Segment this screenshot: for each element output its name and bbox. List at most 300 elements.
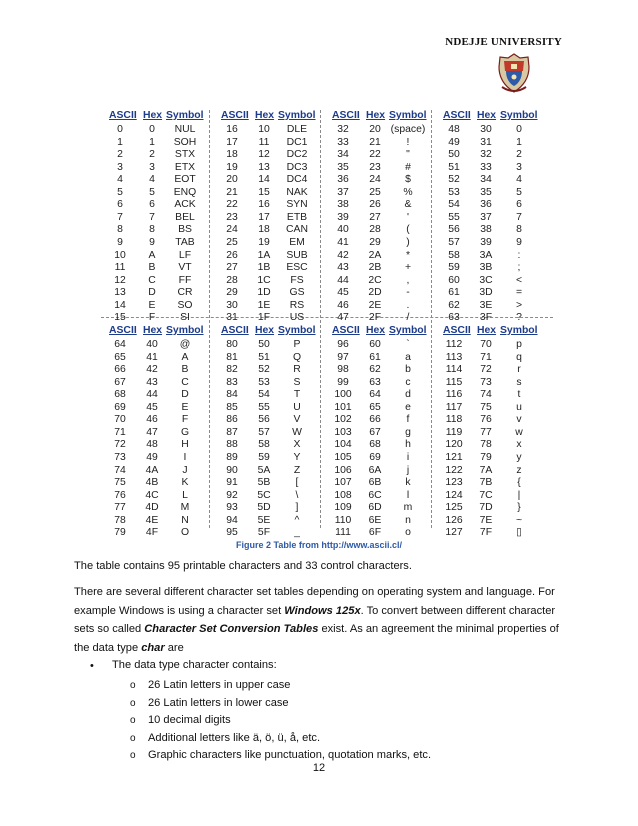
symbol: ~ xyxy=(515,514,523,526)
hex-code: 12 xyxy=(258,149,270,161)
symbol: u xyxy=(516,401,522,413)
ascii-code: 15 xyxy=(114,312,126,324)
ascii-code: 43 xyxy=(337,262,349,274)
ascii-code: 100 xyxy=(334,389,352,401)
symbol: M xyxy=(180,502,190,514)
ascii-code: 6 xyxy=(117,199,123,211)
ascii-row xyxy=(332,439,444,452)
hex-code: 3E xyxy=(479,299,493,311)
column-header-hex: Hex xyxy=(255,325,275,336)
ascii-row xyxy=(109,300,221,313)
hex-code: 65 xyxy=(369,401,381,413)
symbol: FF xyxy=(178,274,192,286)
ascii-code: 117 xyxy=(445,401,463,413)
ascii-block-header xyxy=(221,110,333,124)
symbol: B xyxy=(181,364,189,376)
ascii-block-header xyxy=(443,110,555,124)
hex-code: 18 xyxy=(258,224,270,236)
ascii-code: 12 xyxy=(114,274,126,286)
ascii-code: 55 xyxy=(448,211,460,223)
hex-code: 47 xyxy=(146,426,158,438)
symbol: 0 xyxy=(516,124,522,135)
ascii-row xyxy=(109,389,221,402)
ascii-code: 69 xyxy=(114,401,126,413)
symbol: ! xyxy=(406,136,410,148)
hex-code: 36 xyxy=(480,199,492,211)
ascii-code: 46 xyxy=(337,299,349,311)
symbol: (space) xyxy=(390,124,426,135)
hex-code: 5E xyxy=(257,514,271,526)
ascii-code: 52 xyxy=(448,174,460,186)
ascii-code: 83 xyxy=(226,376,238,388)
symbol: DC1 xyxy=(286,136,308,148)
ascii-row xyxy=(221,414,333,427)
ascii-code: 78 xyxy=(114,514,126,526)
ascii-code: 76 xyxy=(114,489,126,501)
ascii-code: 91 xyxy=(226,477,238,489)
symbol: BS xyxy=(178,224,192,236)
symbol: E xyxy=(181,401,189,413)
hex-code: 39 xyxy=(480,236,492,248)
ascii-code: 23 xyxy=(226,211,238,223)
ascii-row xyxy=(332,224,444,237)
symbol: - xyxy=(406,287,410,299)
sub-list-item: 26 Latin letters in lower case xyxy=(148,696,289,709)
hex-code: 44 xyxy=(146,389,158,401)
ascii-row xyxy=(443,364,555,377)
symbol: i xyxy=(406,451,410,463)
hex-code: 5B xyxy=(257,477,271,489)
hex-code: 59 xyxy=(258,451,270,463)
symbol: } xyxy=(517,502,521,514)
ascii-row xyxy=(221,364,333,377)
symbol: Q xyxy=(292,351,302,363)
ascii-row xyxy=(332,137,444,150)
symbol: RS xyxy=(289,299,305,311)
symbol: 1 xyxy=(516,136,522,148)
ascii-row xyxy=(109,199,221,212)
symbol: ( xyxy=(406,224,410,236)
symbol: { xyxy=(517,477,521,489)
ascii-code: 105 xyxy=(334,451,352,463)
column-header-hex: Hex xyxy=(366,325,386,336)
ascii-code: 29 xyxy=(226,287,238,299)
symbol: L xyxy=(182,489,188,501)
ascii-code: 21 xyxy=(226,186,238,198)
ascii-code: 92 xyxy=(226,489,238,501)
hex-code: 70 xyxy=(480,339,492,350)
symbol: NUL xyxy=(174,124,196,135)
symbol: y xyxy=(516,451,522,463)
hex-code: 1E xyxy=(257,299,271,311)
hex-code: 7B xyxy=(479,477,493,489)
ascii-row xyxy=(443,199,555,212)
hex-code: 4D xyxy=(145,502,159,514)
ascii-code: 127 xyxy=(445,527,463,539)
p2-text-c: . To convert between different character sets so called xyxy=(74,604,556,635)
hex-code: 50 xyxy=(258,339,270,350)
ascii-row xyxy=(332,414,444,427)
symbol: FS xyxy=(290,274,304,286)
column-header-hex: Hex xyxy=(143,110,163,121)
symbol: 9 xyxy=(516,236,522,248)
ascii-row xyxy=(332,452,444,465)
symbol: NAK xyxy=(286,186,308,198)
hex-code: 1F xyxy=(257,312,271,324)
symbol: S xyxy=(293,376,301,388)
column-header-hex: Hex xyxy=(143,325,163,336)
ascii-row xyxy=(443,312,555,325)
ascii-code: 13 xyxy=(114,287,126,299)
symbol: GS xyxy=(289,287,305,299)
ascii-code: 82 xyxy=(226,364,238,376)
ascii-row xyxy=(221,352,333,365)
sub-list-marker: o xyxy=(130,697,136,709)
ascii-code: 74 xyxy=(114,464,126,476)
symbol: R xyxy=(293,364,301,376)
ascii-row xyxy=(332,490,444,503)
symbol: 2 xyxy=(516,149,522,161)
symbol: SO xyxy=(177,299,193,311)
hex-code: 7F xyxy=(479,527,493,539)
hex-code: 32 xyxy=(480,149,492,161)
hex-code: 1D xyxy=(257,287,271,299)
ascii-code: 104 xyxy=(334,439,352,451)
ascii-code: 84 xyxy=(226,389,238,401)
ascii-row xyxy=(443,287,555,300)
hex-code: 66 xyxy=(369,414,381,426)
symbol: A xyxy=(181,351,189,363)
ascii-row xyxy=(221,287,333,300)
hex-code: 72 xyxy=(480,364,492,376)
ascii-row xyxy=(221,465,333,478)
symbol: x xyxy=(516,439,522,451)
ascii-row xyxy=(443,339,555,352)
hex-code: 19 xyxy=(258,236,270,248)
p2-windows-term: Windows 125x xyxy=(284,604,361,617)
ascii-row xyxy=(109,477,221,490)
sub-list-marker: o xyxy=(130,715,136,727)
column-header-ascii: ASCII xyxy=(221,110,249,121)
ascii-row xyxy=(109,237,221,250)
ascii-block-3 xyxy=(332,110,444,324)
paragraph-summary: The table contains 95 printable characters and 33 control characters. xyxy=(74,560,412,572)
symbol: X xyxy=(293,439,301,451)
symbol: + xyxy=(404,262,412,274)
ascii-code: 3 xyxy=(117,161,123,173)
ascii-code: 87 xyxy=(226,426,238,438)
hex-code: F xyxy=(148,312,156,324)
hex-code: 77 xyxy=(480,426,492,438)
ascii-row xyxy=(443,237,555,250)
ascii-row xyxy=(109,312,221,325)
ascii-row xyxy=(109,515,221,528)
ascii-row xyxy=(443,187,555,200)
symbol: < xyxy=(515,274,523,286)
ascii-row xyxy=(443,250,555,263)
ascii-code: 75 xyxy=(114,477,126,489)
hex-code: 31 xyxy=(480,136,492,148)
ascii-row xyxy=(443,300,555,313)
ascii-row xyxy=(443,427,555,440)
symbol: t xyxy=(517,389,521,401)
ascii-code: 73 xyxy=(114,451,126,463)
ascii-code: 121 xyxy=(445,451,463,463)
hex-code: 2 xyxy=(149,149,155,161)
ascii-row xyxy=(443,149,555,162)
ascii-block-header xyxy=(443,325,555,339)
hex-code: 67 xyxy=(369,426,381,438)
p2-text-a: There are several different character set tables depending on operating system and language. For example Windows is using a character set xyxy=(74,586,555,617)
hex-code: 7D xyxy=(479,502,493,514)
ascii-code: 58 xyxy=(448,249,460,261)
ascii-code: 63 xyxy=(448,312,460,324)
hex-code: 69 xyxy=(369,451,381,463)
ascii-block-2 xyxy=(221,110,333,324)
symbol: " xyxy=(406,149,410,161)
ascii-code: 44 xyxy=(337,274,349,286)
ascii-row xyxy=(221,212,333,225)
ascii-row xyxy=(332,352,444,365)
hex-code: 68 xyxy=(369,439,381,451)
hex-code: 28 xyxy=(369,224,381,236)
hex-code: 15 xyxy=(258,186,270,198)
ascii-code: 65 xyxy=(114,351,126,363)
hex-code: 3F xyxy=(479,312,493,324)
ascii-code: 115 xyxy=(445,376,463,388)
ascii-code: 25 xyxy=(226,236,238,248)
ascii-row xyxy=(332,237,444,250)
hex-code: 7 xyxy=(149,211,155,223)
ascii-row xyxy=(109,427,221,440)
hex-code: D xyxy=(148,287,156,299)
ascii-code: 126 xyxy=(445,514,463,526)
ascii-row xyxy=(221,149,333,162)
hex-code: 25 xyxy=(369,186,381,198)
symbol: US xyxy=(289,312,305,324)
column-header-hex: Hex xyxy=(366,110,386,121)
hex-code: 7C xyxy=(479,489,493,501)
symbol: @ xyxy=(179,339,191,350)
symbol: W xyxy=(292,426,302,438)
ascii-row xyxy=(332,389,444,402)
symbol: 7 xyxy=(516,211,522,223)
ascii-code: 101 xyxy=(334,401,352,413)
ascii-row xyxy=(443,275,555,288)
ascii-row xyxy=(443,352,555,365)
ascii-code: 49 xyxy=(448,136,460,148)
symbol: DC4 xyxy=(286,174,308,186)
ascii-code: 79 xyxy=(114,527,126,539)
symbol: C xyxy=(181,376,189,388)
hex-code: 5F xyxy=(257,527,271,539)
university-header: NDEJJE UNIVERSITY xyxy=(445,36,562,48)
symbol: \ xyxy=(295,489,299,501)
ascii-code: 2 xyxy=(117,149,123,161)
ascii-row xyxy=(332,312,444,325)
ascii-code: 54 xyxy=(448,199,460,211)
ascii-code: 62 xyxy=(448,299,460,311)
ascii-row xyxy=(332,124,444,137)
ascii-code: 86 xyxy=(226,414,238,426)
ascii-code: 18 xyxy=(226,149,238,161)
symbol: P xyxy=(293,339,301,350)
ascii-code: 109 xyxy=(334,502,352,514)
column-header-ascii: ASCII xyxy=(221,325,249,336)
ascii-row xyxy=(109,187,221,200)
symbol: . xyxy=(406,299,410,311)
column-header-ascii: ASCII xyxy=(443,325,471,336)
ascii-row xyxy=(443,262,555,275)
ascii-code: 116 xyxy=(445,389,463,401)
hex-code: 54 xyxy=(258,389,270,401)
symbol: 8 xyxy=(516,224,522,236)
hex-code: 16 xyxy=(258,199,270,211)
p2-text-e: exist. As an agreement the minimal properties of the data type xyxy=(74,623,559,654)
figure-caption: Figure 2 Table from http://www.ascii.cl/ xyxy=(235,540,403,550)
symbol: CAN xyxy=(286,224,308,236)
ascii-row xyxy=(443,452,555,465)
ascii-row xyxy=(221,187,333,200)
ascii-code: 38 xyxy=(337,199,349,211)
ascii-code: 57 xyxy=(448,236,460,248)
ascii-row xyxy=(221,490,333,503)
ascii-code: 90 xyxy=(226,464,238,476)
ascii-row xyxy=(443,212,555,225)
symbol: z xyxy=(516,464,522,476)
p2-char-term: char xyxy=(141,641,165,654)
symbol: J xyxy=(182,464,188,476)
ascii-row xyxy=(221,389,333,402)
ascii-row xyxy=(332,162,444,175)
hex-code: 4 xyxy=(149,174,155,186)
ascii-block-7 xyxy=(332,325,444,539)
column-header-symbol: Symbol xyxy=(500,325,538,336)
symbol: SYN xyxy=(286,199,308,211)
symbol: LF xyxy=(178,249,192,261)
symbol: ^ xyxy=(294,514,300,526)
sub-list-marker: o xyxy=(130,680,136,691)
hex-code: 2F xyxy=(368,312,382,324)
hex-code: 3C xyxy=(479,274,493,286)
hex-code: 8 xyxy=(149,224,155,236)
column-header-hex: Hex xyxy=(255,110,275,121)
ascii-code: 22 xyxy=(226,199,238,211)
hex-code: 33 xyxy=(480,161,492,173)
ascii-code: 45 xyxy=(337,287,349,299)
ascii-row xyxy=(443,515,555,528)
hex-code: 27 xyxy=(369,211,381,223)
ascii-row xyxy=(109,352,221,365)
column-header-ascii: ASCII xyxy=(443,110,471,121)
ascii-row xyxy=(221,174,333,187)
ascii-row xyxy=(332,515,444,528)
ascii-row xyxy=(221,162,333,175)
ascii-row xyxy=(109,262,221,275)
ascii-code: 68 xyxy=(114,389,126,401)
symbol: # xyxy=(405,161,411,173)
ascii-row xyxy=(109,287,221,300)
symbol: U xyxy=(293,401,301,413)
ascii-row xyxy=(109,414,221,427)
ascii-table-figure xyxy=(101,110,553,539)
hex-code: 6C xyxy=(368,489,382,501)
sub-list-item: 26 Latin letters in upper case xyxy=(148,679,291,691)
ascii-row xyxy=(332,502,444,515)
symbol: b xyxy=(405,364,411,376)
symbol: g xyxy=(405,426,411,438)
symbol: & xyxy=(404,199,412,211)
ascii-code: 103 xyxy=(334,426,352,438)
hex-code: 1 xyxy=(149,136,155,148)
symbol: r xyxy=(517,364,521,376)
symbol: ' xyxy=(407,211,409,223)
symbol: * xyxy=(405,249,411,261)
ascii-block-header xyxy=(221,325,333,339)
hex-code: 6E xyxy=(368,514,382,526)
ascii-code: 7 xyxy=(117,211,123,223)
hex-code: 34 xyxy=(480,174,492,186)
ascii-row xyxy=(221,427,333,440)
hex-code: 37 xyxy=(480,211,492,223)
symbol: SOH xyxy=(173,136,197,148)
hex-code: 38 xyxy=(480,224,492,236)
hex-code: 7E xyxy=(479,514,493,526)
symbol: 3 xyxy=(516,161,522,173)
ascii-code: 35 xyxy=(337,161,349,173)
ascii-code: 26 xyxy=(226,249,238,261)
ascii-code: 37 xyxy=(337,186,349,198)
hex-code: 41 xyxy=(146,351,158,363)
ascii-row xyxy=(332,527,444,540)
ascii-code: 113 xyxy=(445,351,463,363)
ascii-code: 77 xyxy=(114,502,126,514)
ascii-code: 8 xyxy=(117,224,123,236)
ascii-code: 88 xyxy=(226,439,238,451)
hex-code: 6A xyxy=(368,464,382,476)
ascii-code: 93 xyxy=(226,502,238,514)
ascii-row xyxy=(109,377,221,390)
ascii-row xyxy=(109,124,221,137)
hex-code: 2A xyxy=(368,249,382,261)
ascii-row xyxy=(332,377,444,390)
ascii-block-header xyxy=(332,110,444,124)
hex-code: 4A xyxy=(145,464,159,476)
column-header-ascii: ASCII xyxy=(332,110,360,121)
ascii-row xyxy=(109,439,221,452)
hex-code: 35 xyxy=(480,186,492,198)
hex-code: 13 xyxy=(258,161,270,173)
hex-code: 6B xyxy=(368,477,382,489)
ascii-row xyxy=(332,250,444,263)
symbol: EM xyxy=(289,236,305,248)
ascii-code: 70 xyxy=(114,414,126,426)
hex-code: 62 xyxy=(369,364,381,376)
ascii-code: 66 xyxy=(114,364,126,376)
symbol: Y xyxy=(293,451,301,463)
ascii-code: 11 xyxy=(114,262,126,274)
column-header-symbol: Symbol xyxy=(166,325,204,336)
symbol: H xyxy=(181,439,189,451)
ascii-block-5 xyxy=(109,325,221,539)
hex-code: 2C xyxy=(368,274,382,286)
ascii-code: 41 xyxy=(337,236,349,248)
ascii-code: 119 xyxy=(445,426,463,438)
ascii-block-header xyxy=(109,325,221,339)
ascii-row xyxy=(443,477,555,490)
ascii-code: 28 xyxy=(226,274,238,286)
hex-code: 3 xyxy=(149,161,155,173)
